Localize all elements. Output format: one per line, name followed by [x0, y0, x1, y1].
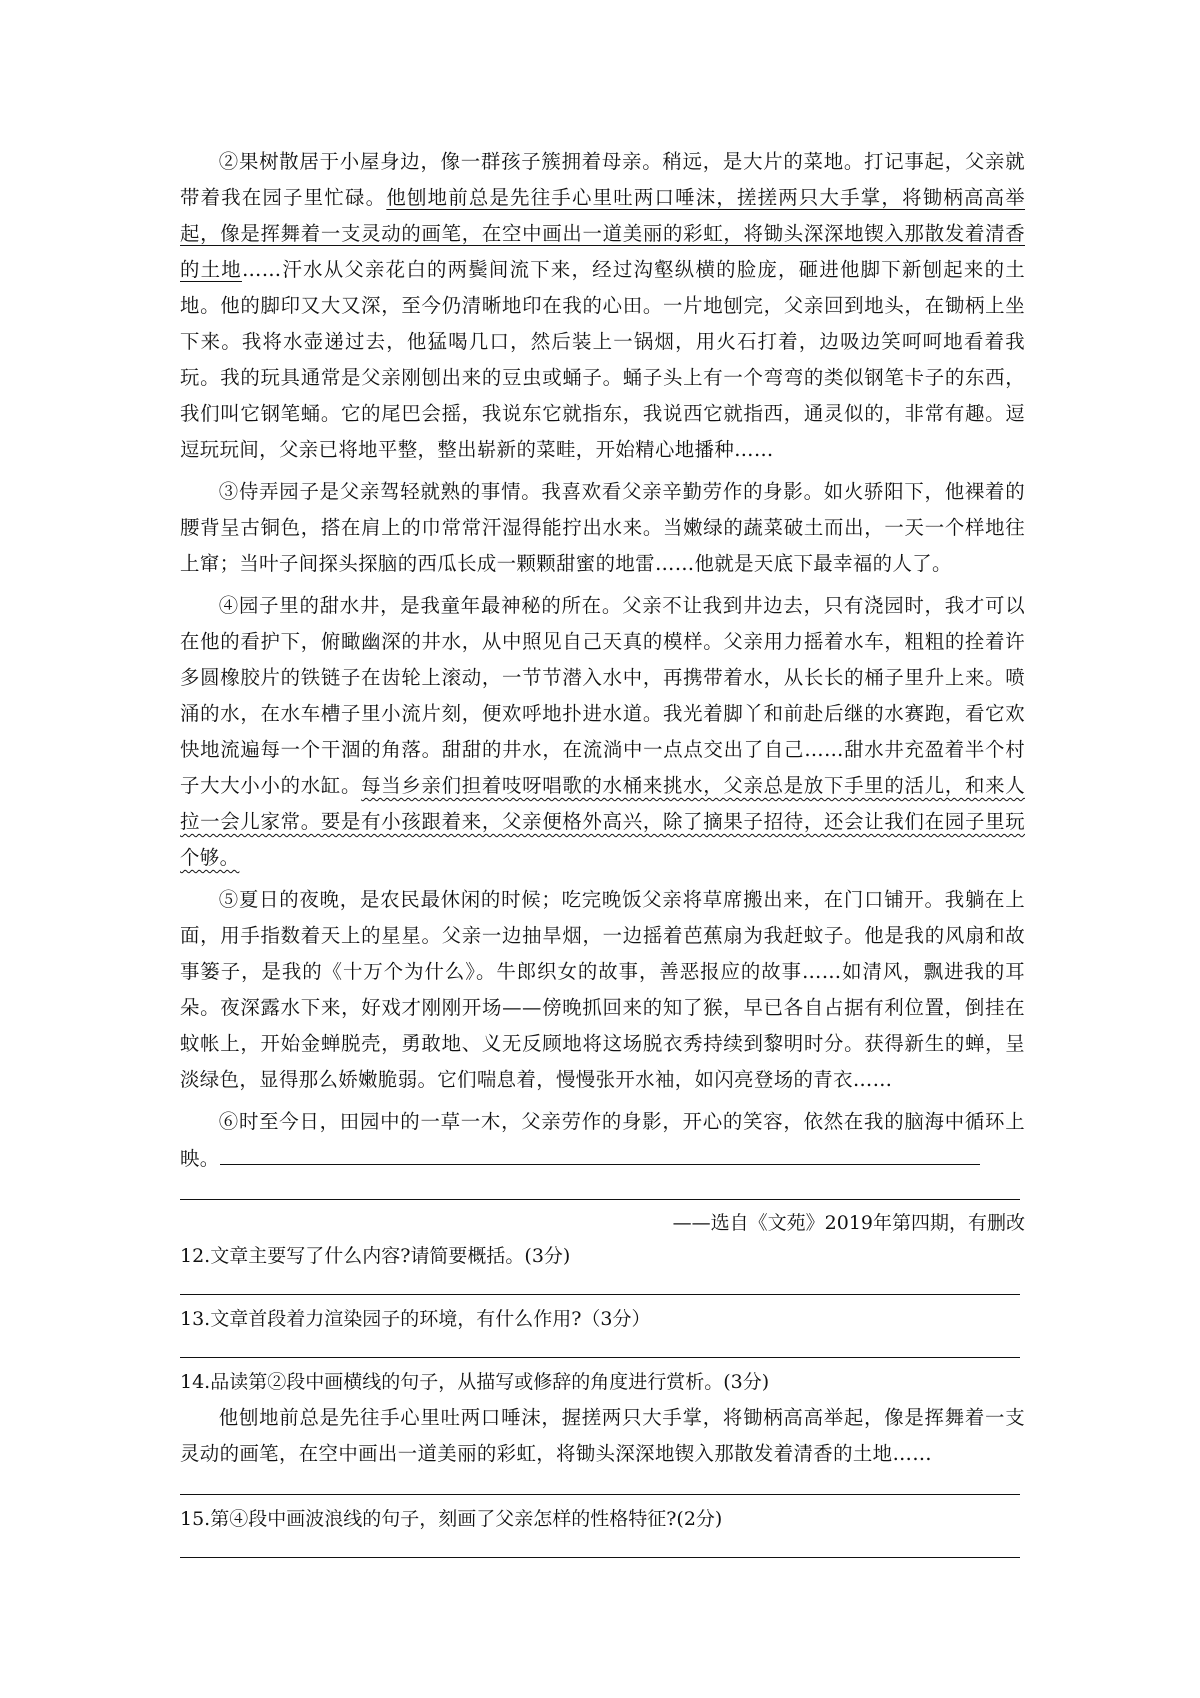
paragraph-2-text: ②果树散居于小屋身边，像一群孩子簇拥着母亲。稍远，是大片的菜地。打记事起，父亲就带着我在园子里忙碌。 [180, 150, 1025, 209]
answer-blank-paragraph-6-line-2[interactable] [180, 1177, 1020, 1200]
answer-blank-paragraph-6[interactable] [220, 1140, 980, 1165]
wavy-underlined-sentence: 每当乡亲们担着吱呀唱歌的水桶来挑水，父亲总是放下手里的活儿，和来人拉一会儿家常。要是有小孩跟着来，父亲便格外高兴，除了摘果子招待，还会让我们在园子里玩个够。 [180, 774, 1025, 869]
paragraph-5: ⑤夏日的夜晚，是农民最休闲的时候；吃完晚饭父亲将草席搬出来，在门口铺开。我躺在上面，用手指数着天上的星星。父亲一边抽旱烟，一边摇着芭蕉扇为我赶蚊子。他是我的风扇和故事篓子，是我的《十万个为什么》。牛郎织女的故事，善恶报应的故事……如清风，飘进我的耳朵。夜深露水下来，好戏才刚刚开场——傍晚抓回来的知了猴，早已各自占据有利位置，倒挂在蚊帐上，开始金蝉脱壳，勇敢地、义无反顾地将这场脱衣秀持续到黎明时分。获得新生的蝉，呈淡绿色，显得那么娇嫩脆弱。它们喘息着，慢慢张开水袖，如闪亮登场的青衣…… [180, 888, 1025, 1091]
question-15: 15.第④段中画波浪线的句子，刻画了父亲怎样的性格特征?(2分) [180, 1508, 723, 1530]
paragraph-6 [180, 1104, 1025, 1177]
paragraph-4-text: ④园子里的甜水井，是我童年最神秘的所在。父亲不让我到井边去，只有浇园时，我才可以在他的看护下，俯瞰幽深的井水，从中照见自己天真的模样。父亲用力摇着水车，粗粗的拴着许多圆橡胶片的铁链子在齿轮上滚动，一节节潜入水中，再携带着水，从长长的桶子里升上来。喷涌的水，在水车槽子里小流片刻，便欢呼地扑进水道。我光着脚丫和前赴后继的水赛跑，看它欢快地流遍每一个干涸的角落。甜甜的井水，在流淌中一点点交出了自己……甜水井充盈着半个村子大大小小的水缸。 [180, 594, 1025, 797]
paragraph-2 [180, 144, 1025, 468]
paragraph-2-rest: ……汗水从父亲花白的两鬓间流下来，经过沟壑纵横的脸庞，砸进他脚下新刨起来的土地。他的脚印又大又深，至今仍清晰地印在我的心田。一片地刨完，父亲回到地头，在锄柄上坐下来。我将水壶递过去，他猛喝几口，然后装上一锅烟，用火石打着，边吸边笑呵呵地看着我玩。我的玩具通常是父亲刚刨出来的豆虫或蛹子。蛹子头上有一个弯弯的类似钢笔卡子的东西，我们叫它钢笔蛹。它的尾巴会摇，我说东它就指东，我说西它就指西，通灵似的，非常有趣。逗逗玩玩间，父亲已将地平整，整出崭新的菜畦，开始精心地播种…… [180, 258, 1026, 461]
question-12: 12.文章主要写了什么内容?请简要概括。(3分) [180, 1245, 571, 1267]
paragraph-6-text: ⑥时至今日，田园中的一草一木，父亲劳作的身影，开心的笑容，依然在我的脑海中循环上映。 [180, 1110, 1025, 1170]
paragraph-4 [180, 588, 1025, 876]
answer-line-12[interactable] [180, 1272, 1020, 1295]
reading-passage [180, 144, 1025, 1566]
question-14-quote: 他刨地前总是先往手心里吐两口唾沫，握搓两只大手掌，将锄柄高高举起，像是挥舞着一支灵动的画笔，在空中画出一道美丽的彩虹，将锄头深深地锲入那散发着清香的土地…… [180, 1406, 1025, 1465]
question-13: 13.文章首段着力渲染园子的环境，有什么作用?（3分） [180, 1308, 651, 1330]
answer-line-13[interactable] [180, 1335, 1020, 1358]
question-14: 14.品读第②段中画横线的句子，从描写或修辞的角度进行赏析。(3分) [180, 1371, 770, 1393]
answer-line-15[interactable] [180, 1535, 1020, 1558]
paragraph-3: ③侍弄园子是父亲驾轻就熟的事情。我喜欢看父亲辛勤劳作的身影。如火骄阳下，他裸着的腰背呈古铜色，搭在肩上的巾常常汗湿得能拧出水来。当嫩绿的蔬菜破土而出，一天一个样地往上窜；当叶子间探头探脑的西瓜长成一颗颗甜蜜的地雷……他就是天底下最幸福的人了。 [180, 480, 1025, 575]
underlined-sentence: 他刨地前总是先往手心里吐两口唾沫，搓搓两只大手掌，将锄柄高高举起，像是挥舞着一支灵动的画笔，在空中画出一道美丽的彩虹，将锄头深深地锲入那散发着清香的土地 [180, 186, 1026, 281]
answer-line-14[interactable] [180, 1472, 1020, 1495]
source-citation: ——选自《文苑》2019年第四期，有删改 [672, 1212, 1025, 1234]
